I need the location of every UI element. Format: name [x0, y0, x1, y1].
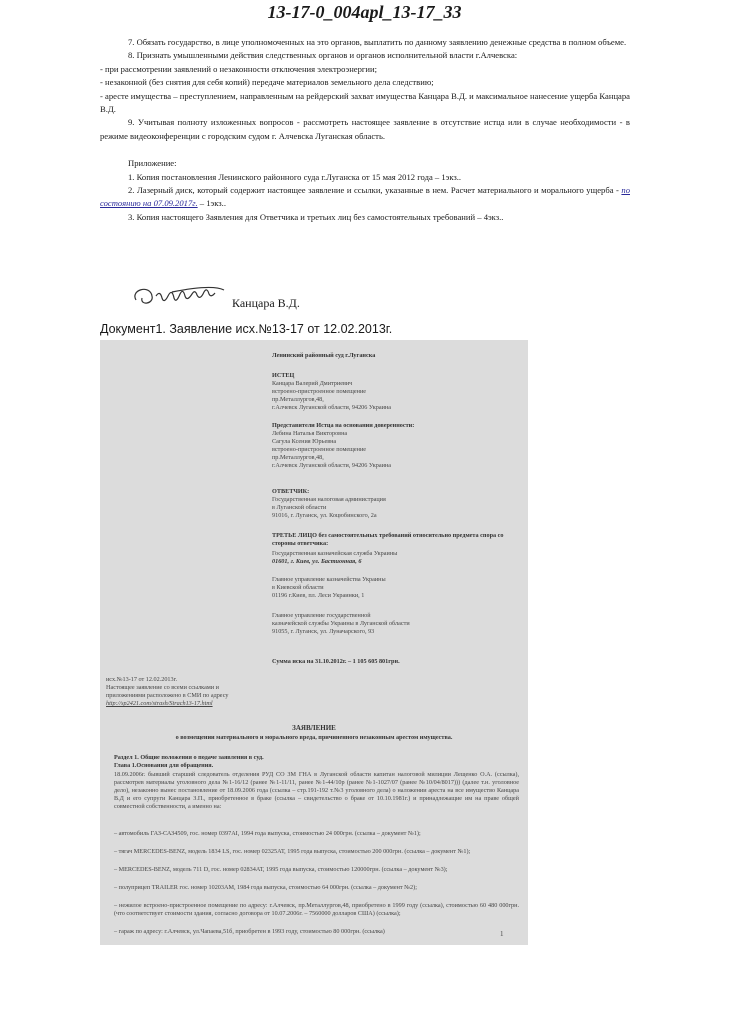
scan-third-head: ТРЕТЬЕ ЛИЦО без самостоятельных требований относительно предмета спора со стороны ответчика: [272, 532, 504, 547]
scan-line: Лебина Наталья Викторовна [272, 430, 348, 437]
scan-defendant-head: ОТВЕТЧИК: [272, 488, 310, 495]
appendix-item-text: 2. Лазерный диск, который содержит настоящее заявление и ссылки, указанные в нем. Расчет материального и морального ущерба - [128, 185, 619, 196]
paragraph: 7. Обязать государство, в лице уполномоченных на это органов, выплатить по данному заявлению денежные средства в полном объеме. [128, 37, 627, 47]
scan-line: Канцара Валерий Дмитриевич [272, 380, 353, 387]
appendix-title: Приложение: [128, 158, 177, 169]
scan-line: пр.Металлургов,48, [272, 396, 324, 403]
scan-paragraph: – автомобиль ГАЗ-САЗ4509, гос. номер 0397АI, 1994 года выпуска, стоимостью 24 000грн. (ссылка – документ №1); [114, 830, 421, 837]
document-caption: Документ1. Заявление исх.№13-17 от 12.02.2013г. [100, 322, 393, 336]
scan-line: г.Алчевск Луганской области, 94206 Украина [272, 404, 391, 411]
scan-line: Главное управление казначейства Украины [272, 576, 386, 583]
paragraph: 8. Признать умышленными действия следственных органов и органов исполнительной власти г.Алчевска: [128, 50, 518, 61]
appendix-item: 1. Копия постановления Ленинского районного суда г.Луганска от 15 мая 2012 года – 1экз.. [128, 171, 462, 182]
scan-page-number: 1 [500, 930, 504, 938]
scan-plaintiff-head: ИСТЕЦ [272, 372, 295, 379]
signer-name: Канцара В.Д. [232, 296, 300, 310]
scan-paragraph: – тягач MERCEDES-BENZ, модель 1834 LS, гос. номер 02325АТ, 1995 года выпуска, стоимостью 200 000грн. (ссылка – документ №1); [114, 848, 471, 855]
scan-line: встроено-пристроенное помещение [272, 388, 367, 395]
scan-line: в Киевской области [272, 584, 324, 591]
scan-line: встроено-пристроенное помещение [272, 446, 367, 453]
scan-line: 01601, г. Киев, ул. Бастионная, 6 [272, 558, 362, 565]
scan-paragraph: – нежилое встроено-пристроенное помещение по адресу: г.Алчевск, пр.Металлургов,48, приобретено в 1999 году (ссылка), стоимостью 60 480 000грн. (что соответствует стоимости здания, согласно договора от 10.07.2006г. – 7560000 долларов США) (ссылка); [114, 902, 519, 917]
scan-paragraph: – полуприцеп TRAILER гос. номер 10203АМ, 1984 года выпуска, стоимостью 64 000грн. (ссылка – документ №2); [114, 884, 417, 891]
scan-claim-sum: Сумма иска на 31.10.2012г. – 1 105 605 801грн. [272, 658, 400, 665]
scan-line: исх.№13-17 от 12.02.2013г. [106, 676, 177, 683]
scan-line: Сагула Ксения Юрьевна [272, 438, 337, 445]
scan-line: в Луганской области [272, 504, 327, 511]
document-header: 13-17-0_004apl_13-17_33 [267, 2, 462, 22]
statement-body [100, 36, 630, 224]
paragraph: - незаконной (без снятия для себя копий) передаче материалов земельного дела следствию; [100, 77, 434, 88]
scan-chapter: Глава 1.Основания для обращения. [114, 762, 214, 769]
scan-line: 91055, г. Луганск, ул. Луначарского, 93 [272, 628, 375, 635]
scan-line: Государственная налоговая администрация [272, 496, 386, 503]
scan-statement-title: ЗАЯВЛЕНИЕ [292, 724, 336, 732]
scan-reps-head: Представители Истца на основании доверенности: [272, 422, 415, 429]
scan-line: пр.Металлургов,48, [272, 454, 324, 461]
scan-paragraph: – гараж по адресу: г.Алчевск, ул.Чапаева,51б, приобретен в 1993 году, стоимостью 80 000грн. (ссылка) [114, 928, 385, 935]
scan-court: Ленинский районный суд г.Луганска [272, 352, 376, 359]
scan-line: Главное управление государственной [272, 612, 371, 619]
paragraph: - аресте имущества – преступлением, направленным на рейдерский захват имущества Канцара В.Д. и максимальное нанесение ущерба Канцара В.Д. [100, 90, 630, 115]
scanned-document-image [100, 340, 528, 945]
paragraph: 9. Учитывая полноту изложенных вопросов - рассмотреть настоящее заявление в отсутствие истца или в случае необходимости - в режиме видеоконференции с городским судом г. Алчевска Луганская область. [100, 117, 630, 141]
appendix-item-text: – 1экз.. [199, 198, 226, 209]
appendix-link[interactable]: по состоянию на 07.09.2017г. [100, 185, 630, 209]
paragraph: - при рассмотрении заявлений о незаконности отключения электроэнергии; [100, 63, 378, 74]
scan-line: приложениями расположено в СМИ по адресу [106, 692, 229, 699]
scan-line: 01196 г.Киев, пл. Леси Украинки, 1 [272, 592, 365, 599]
scan-line: Государственная казначейская служба Украины [272, 550, 398, 557]
scan-section: Раздел 1. Общие положения о подаче заявления в суд. [114, 754, 264, 761]
appendix-item: 3. Копия настоящего Заявления для Ответчика и третьих лиц без самостоятельных требований – 4экз.. [128, 211, 504, 222]
appendix-item [100, 184, 630, 211]
scan-ref-link: http://sp2421.com/strash/Strach13-17.html [106, 700, 213, 707]
scan-line: казначейской службы Украины в Луганской области [272, 620, 410, 627]
scan-paragraph: – MERCEDES-BENZ, модель 711 D, гос. номер 02834АТ, 1995 года выпуска, стоимостью 120000грн. (ссылка – документ №3); [114, 866, 448, 873]
scan-line: г.Алчевск Луганской области, 94206 Украина [272, 462, 391, 469]
scan-paragraph: 18.09.2006г. бывший старший следователь отделения РУД СО ЗМ ГНА в Луганской области капитан налоговой милиции Лещенко О.А. (ссылка), рассмотрев материалы уголовного дела №1-16/12 (ранее №1-11/11, ранее №1-44/10р (ранее №1-1027/07 (ранее №10/04/8017))) (далее т.н. уголовное дело), незаконно вынес постановление от 18.09.2006 года (ссылка – стр.191-192 т.№3 уголовного дела) о наложении ареста на все имущество Канцара В.Д и его супруги Канцара З.П., приобретенное в браке (ссылка – свидетельство о браке от 10.10.1981г.) и принадлежащие им на праве общей совместной собственности, а именно на: [114, 771, 519, 810]
scan-statement-sub: о возмещении материального и морального вреда, причиненного незаконным арестом имущества. [175, 734, 453, 741]
scan-line: 91016, г. Луганск, ул. Коцюбинского, 2а [272, 512, 377, 519]
scan-line: Настоящее заявление со всеми ссылками и [106, 684, 219, 691]
